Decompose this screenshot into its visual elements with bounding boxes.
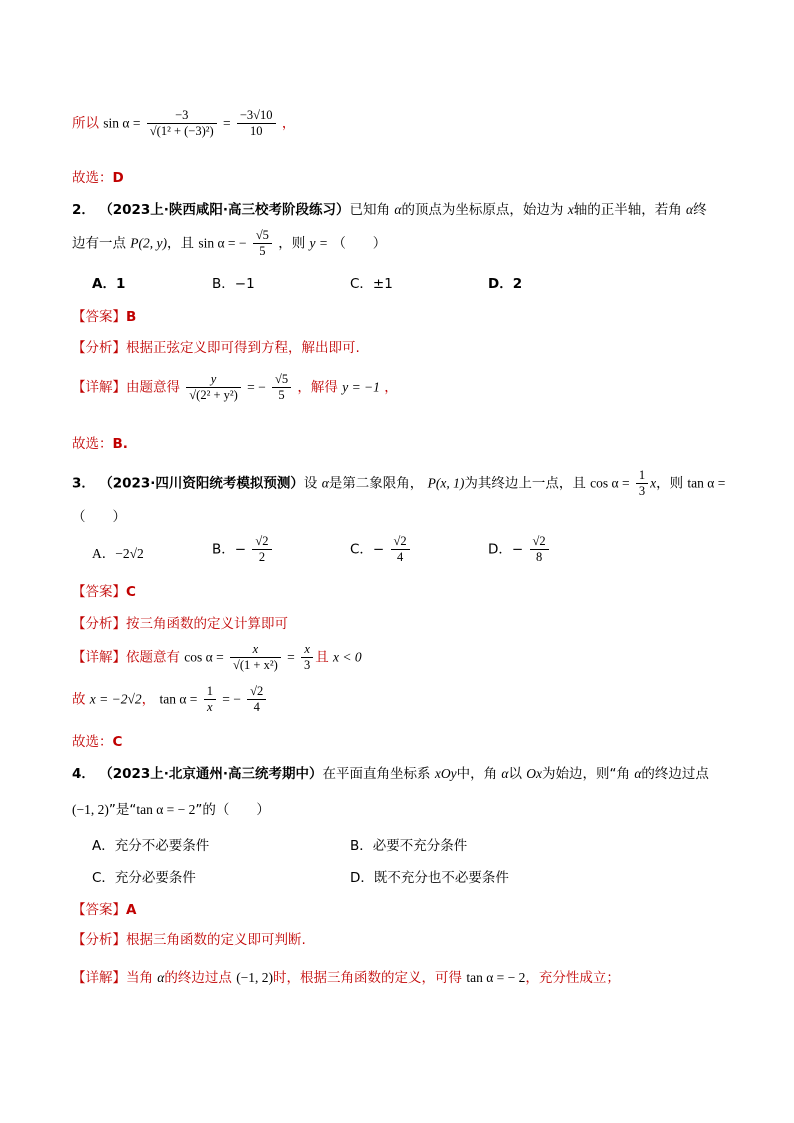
- fraction: $\frac{√2}{8}$: [530, 534, 549, 565]
- question-3-line-2: （ ）: [72, 509, 126, 525]
- fraction: $\frac{x}{3}$: [301, 642, 313, 673]
- option-b: B．−1: [212, 276, 255, 292]
- detail-line-2: 故 x = −2√2， tan α = $\frac{1}{x}$ = − $\frac{√2}{4}$: [72, 684, 268, 715]
- question-2-line-1: 2． （2023上·陕西咸阳·高三校考阶段练习）已知角 α的顶点为坐标原点，始边为 x轴的正半轴，若角 α终: [72, 202, 707, 218]
- fraction: $\frac{1}{3}$: [636, 468, 648, 499]
- analysis-line: 【分析】根据正弦定义即可得到方程，解出即可.: [72, 340, 360, 356]
- answer-line: 【答案】B: [72, 309, 137, 325]
- solution-line-sin: 所以 sin α = $\frac{-3}{\text{√(1² + (−3)²)}}$ = $\frac{-3√10}{10}$ ，: [72, 108, 296, 138]
- fraction: $\frac{x}{\text{√(1 + x²)}}$: [230, 642, 281, 673]
- answer-line: 【答案】C: [72, 584, 136, 600]
- fraction: $\frac{-3√10}{10}$: [237, 108, 276, 139]
- question-4-line-2: (−1, 2)”是“tan α = − 2”的（ ）: [72, 802, 270, 818]
- option-c: C．− $\frac{√2}{4}$: [350, 534, 412, 565]
- question-3-line-1: 3． （2023·四川资阳统考模拟预测）设 α是第二象限角， P(x, 1)为其终边上一点，且 cos α = $\frac{1}{3}$ x，则 tan α =: [72, 468, 726, 498]
- option-c: C．充分必要条件: [92, 870, 196, 886]
- detail-line: 【详解】由题意得 $\frac{y}{\text{√(2² + y²)}}$ = − $\frac{√5}{5}$ ，解得 y = −1 ，: [72, 372, 398, 402]
- option-d: D．既不充分也不必要条件: [350, 870, 509, 886]
- select-line: 故选：C: [72, 734, 123, 750]
- fraction: $\frac{√5}{5}$: [253, 228, 272, 259]
- answer-line: 【答案】A: [72, 902, 137, 918]
- detail-line: 【详解】当角 α的终边过点 (−1, 2)时，根据三角函数的定义，可得 tan α = − 2，充分性成立；: [72, 970, 620, 986]
- select-line: 故选：D: [72, 170, 124, 186]
- option-a: A．充分不必要条件: [92, 838, 210, 854]
- option-b: B．− $\frac{√2}{2}$: [212, 534, 274, 565]
- fraction: $\frac{√2}{4}$: [391, 534, 410, 565]
- fraction: $\frac{-3}{\text{√(1² + (−3)²)}}$: [147, 108, 217, 139]
- fraction: $\frac{√5}{5}$: [272, 372, 291, 403]
- question-source: （2023上·北京通州·高三统考期中）: [99, 766, 323, 782]
- detail-line: 【详解】依题意有 cos α = $\frac{x}{\text{√(1 + x²)}}$ = $\frac{x}{3}$ 且 x < 0: [72, 642, 362, 672]
- fraction: $\frac{√2}{4}$: [247, 684, 266, 715]
- option-c: C．±1: [350, 276, 393, 292]
- fraction: $\frac{y}{\text{√(2² + y²)}}$: [186, 372, 240, 403]
- question-number: 3．: [72, 475, 95, 492]
- question-source: （2023·四川资阳统考模拟预测）: [99, 475, 304, 492]
- option-d: D．− $\frac{√2}{8}$: [488, 534, 551, 565]
- math-sin-lhs: sin α =: [103, 115, 141, 131]
- select-line: 故选：B.: [72, 436, 128, 452]
- option-d: D．2: [488, 276, 523, 292]
- fraction: $\frac{1}{x}$: [204, 684, 216, 715]
- question-number: 2．: [72, 202, 95, 218]
- option-a: A．1: [92, 276, 126, 292]
- question-source: （2023上·陕西咸阳·高三校考阶段练习）: [99, 202, 350, 218]
- analysis-line: 【分析】根据三角函数的定义即可判断.: [72, 932, 306, 948]
- question-2-line-2: 边有一点 P(2, y)，且 sin α = − $\frac{√5}{5}$ ，则 y = （ ）: [72, 228, 387, 258]
- option-b: B．必要不充分条件: [350, 838, 468, 854]
- fraction: $\frac{√2}{2}$: [252, 534, 271, 565]
- analysis-line: 【分析】按三角函数的定义计算即可: [72, 616, 288, 632]
- question-4-line-1: 4． （2023上·北京通州·高三统考期中）在平面直角坐标系 xOy中，角 α以 Ox为始边，则“角 α的终边过点: [72, 766, 709, 782]
- text-prefix: 所以: [72, 115, 99, 132]
- option-a: A．−2√2: [92, 546, 144, 561]
- question-number: 4．: [72, 766, 95, 782]
